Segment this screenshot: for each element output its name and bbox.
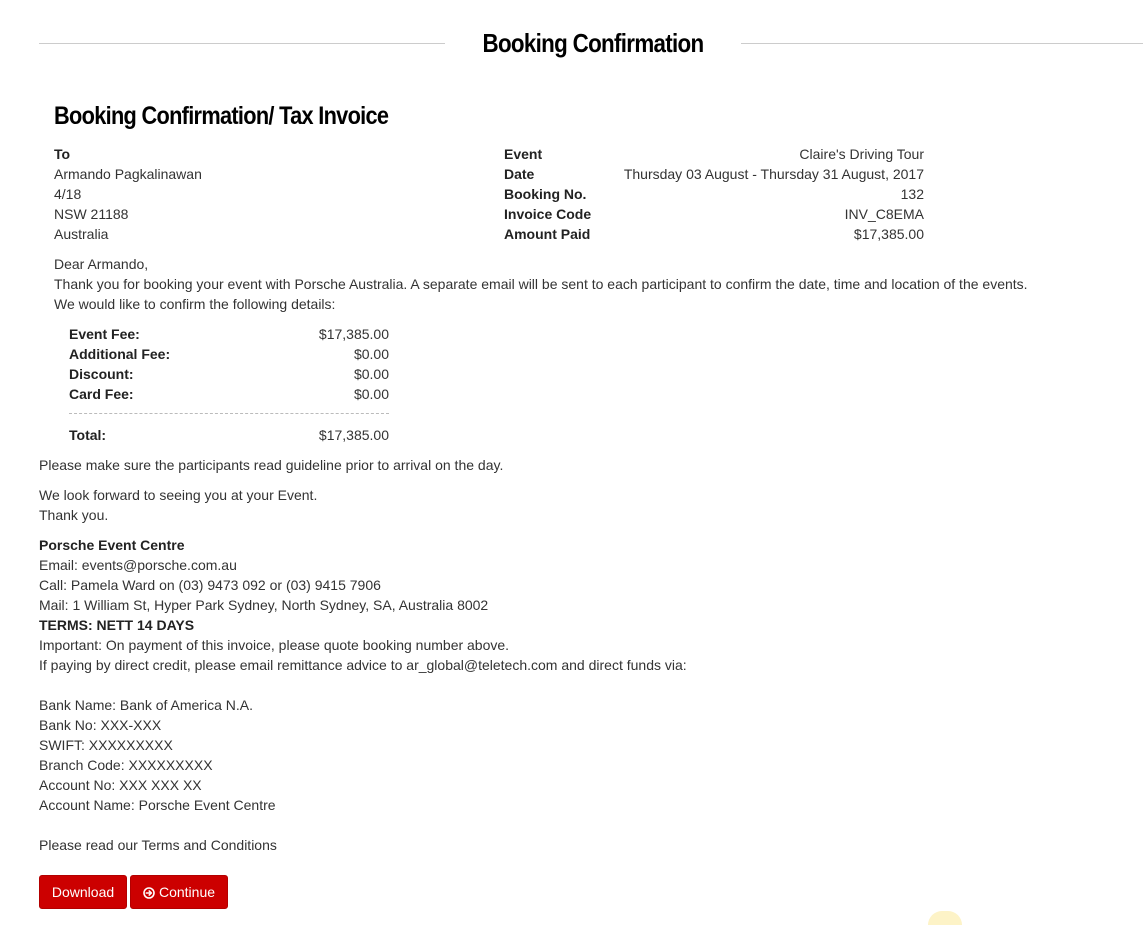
contact-mail: Mail: 1 William St, Hyper Park Sydney, North Sydney, SA, Australia 8002 — [39, 597, 489, 613]
action-buttons — [39, 875, 231, 909]
detail-value: INV_C8EMA — [844, 206, 924, 222]
total-label: Total: — [69, 427, 107, 443]
detail-row-event — [504, 144, 924, 164]
fee-value: $0.00 — [353, 346, 389, 362]
recipient-label: To — [54, 146, 71, 162]
detail-label: Invoice Code — [504, 206, 592, 222]
bank-account-name: Account Name: Porsche Event Centre — [39, 797, 276, 813]
header-rule-left — [39, 43, 445, 44]
letter-body — [39, 455, 1119, 855]
recipient-name: Armando Pagkalinawan — [54, 166, 202, 182]
fee-label: Event Fee: — [69, 326, 140, 342]
fee-value: $0.00 — [353, 366, 389, 382]
detail-row-booking-no — [504, 184, 924, 204]
important-note: Important: On payment of this invoice, please quote booking number above. — [39, 637, 510, 653]
payment-terms: TERMS: NETT 14 DAYS — [39, 617, 195, 633]
continue-button[interactable] — [130, 875, 228, 909]
detail-value: $17,385.00 — [853, 226, 924, 242]
arrow-circle-right-icon — [143, 886, 155, 898]
detail-value: Claire's Driving Tour — [799, 146, 924, 162]
detail-label: Booking No. — [504, 186, 587, 202]
invoice-title: Booking Confirmation/ Tax Invoice — [54, 102, 389, 130]
contact-call: Call: Pamela Ward on (03) 9473 092 or (03) 9415 7906 — [39, 577, 381, 593]
fee-row-event — [69, 324, 389, 344]
detail-label: Event — [504, 146, 543, 162]
recipient-country: Australia — [54, 226, 109, 242]
fee-label: Discount: — [69, 366, 134, 382]
chat-bubble-peek[interactable] — [928, 911, 962, 925]
letter-line: Thank you for booking your event with Porsche Australia. A separate email will be sent to each participant to confirm the date, time and location of the events. — [54, 276, 1028, 292]
detail-row-invoice-code — [504, 204, 924, 224]
fee-label: Card Fee: — [69, 386, 134, 402]
header-rule-right — [741, 43, 1143, 44]
letter-intro — [54, 254, 1114, 314]
direct-credit-note: If paying by direct credit, please email remittance advice to ar_global@teletech.com and direct funds via: — [39, 657, 687, 673]
contact-email: Email: events@porsche.com.au — [39, 557, 237, 573]
fee-divider — [69, 413, 389, 414]
fee-value: $17,385.00 — [318, 326, 389, 342]
fee-row-additional — [69, 344, 389, 364]
letter-greeting: Dear Armando, — [54, 256, 149, 272]
bank-number: Bank No: XXX-XXX — [39, 717, 162, 733]
recipient-block — [54, 144, 474, 244]
detail-row-date — [504, 164, 924, 184]
detail-label: Amount Paid — [504, 226, 591, 242]
detail-value: 132 — [900, 186, 924, 202]
recipient-address-line2: NSW 21188 — [54, 206, 129, 222]
total-value: $17,385.00 — [318, 427, 389, 443]
detail-value: Thursday 03 August - Thursday 31 August, 2017 — [623, 166, 924, 182]
fee-row-total — [69, 425, 389, 445]
look-forward-text: We look forward to seeing you at your Event. — [39, 487, 318, 503]
detail-label: Date — [504, 166, 535, 182]
bank-name: Bank Name: Bank of America N.A. — [39, 697, 253, 713]
detail-row-amount-paid — [504, 224, 924, 244]
booking-details — [504, 144, 924, 244]
fee-label: Additional Fee: — [69, 346, 171, 362]
page-header — [0, 22, 1143, 66]
guideline-text: Please make sure the participants read guideline prior to arrival on the day. — [39, 457, 504, 473]
bank-branch-code: Branch Code: XXXXXXXXX — [39, 757, 213, 773]
fee-summary — [69, 324, 389, 445]
download-button-label: Download — [51, 884, 115, 900]
bank-swift: SWIFT: XXXXXXXXX — [39, 737, 173, 753]
letter-line: We would like to confirm the following details: — [54, 296, 336, 312]
terms-and-conditions-note: Please read our Terms and Conditions — [39, 837, 277, 853]
continue-button-label: Continue — [158, 884, 216, 900]
recipient-address-line1: 4/18 — [54, 186, 82, 202]
bank-account-no: Account No: XXX XXX XX — [39, 777, 202, 793]
fee-row-discount — [69, 364, 389, 384]
thanks-text: Thank you. — [39, 507, 109, 523]
contact-name: Porsche Event Centre — [39, 537, 185, 553]
page-title: Booking Confirmation — [482, 28, 704, 58]
fee-row-card — [69, 384, 389, 404]
download-button[interactable] — [39, 875, 127, 909]
fee-value: $0.00 — [353, 386, 389, 402]
